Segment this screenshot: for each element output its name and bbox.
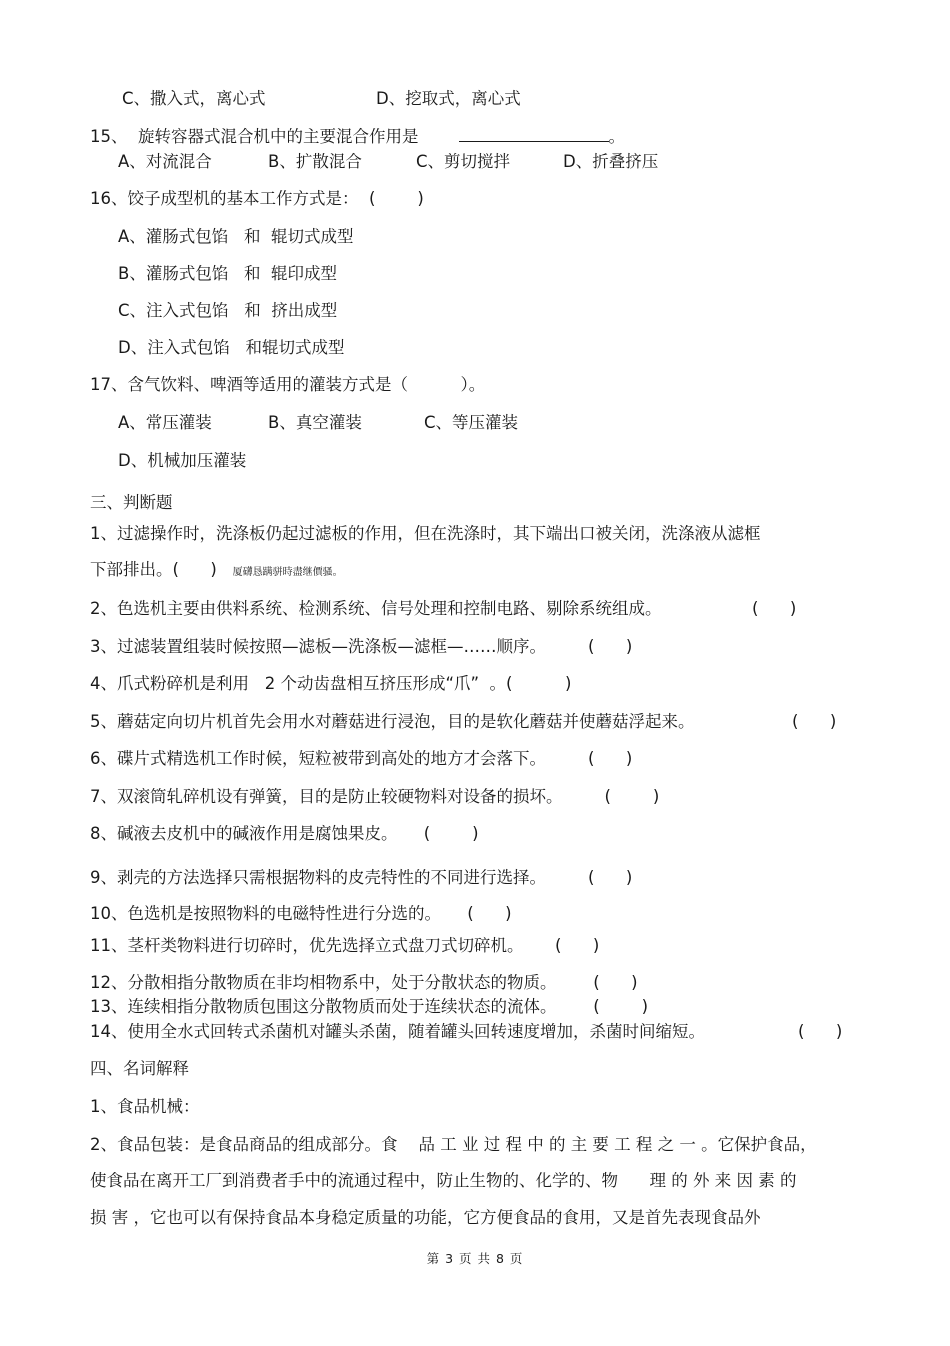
q16-stem: 16、饺子成型机的基本工作方式是： ( ) <box>90 189 424 208</box>
q16-option-c: C、注入式包馅 和 挤出成型 <box>118 301 338 320</box>
s3-q13: 13、连续相指分散物质包围这分散物质而处于连续状态的流体。 ( ) <box>90 997 649 1016</box>
s3-q8: 8、碱液去皮机中的碱液作用是腐蚀果皮。 ( ) <box>90 824 479 843</box>
s4-term2-line3: 损 害 ，它也可以有保持食品本身稳定质量的功能，它方便食品的食用，又是首先表现食品外 <box>90 1208 761 1227</box>
q14-option-d: D、挖取式，离心式 <box>376 89 521 108</box>
s3-q5: 5、蘑菇定向切片机首先会用水对蘑菇进行浸泡，目的是软化蘑菇并使蘑菇浮起来。 <box>90 712 695 731</box>
s3-q12: 12、分散相指分散物质在非均相物系中，处于分散状态的物质。 ( ) <box>90 973 638 992</box>
s3-q1-line2 <box>90 559 343 584</box>
s3-q3: 3、过滤装置组装时候按照—滤板—洗涤板—滤框—……顺序。 ( ) <box>90 637 633 656</box>
q15-option-a: A、对流混合 <box>118 152 212 171</box>
q15-answer-blank <box>459 127 609 142</box>
s3-q1-note: 厦礴恳蹒骈時盡继價骚。 <box>232 567 343 578</box>
s3-q14: 14、使用全水式回转式杀菌机对罐头杀菌，随着罐头回转速度增加，杀菌时间缩短。 <box>90 1022 705 1041</box>
q17-stem: 17、含气饮料、啤酒等适用的灌装方式是（ ）。 <box>90 375 486 394</box>
q15-stem <box>90 126 625 148</box>
q16-option-b: B、灌肠式包馅 和 辊印成型 <box>118 264 338 283</box>
q15-stem-text: 15、 旋转容器式混合机中的主要混合作用是 <box>90 127 419 146</box>
s3-q10: 10、色选机是按照物料的电磁特性进行分选的。 ( ) <box>90 904 512 923</box>
q16-option-d: D、注入式包馅 和辊切式成型 <box>118 338 345 357</box>
s3-q4: 4、爪式粉碎机是利用 2 个动齿盘相互挤压形成“爪” 。( ) <box>90 674 572 693</box>
s3-q2-mark: ( ) <box>752 599 797 618</box>
q15-option-d: D、折叠挤压 <box>563 152 659 171</box>
s3-q7: 7、双滚筒轧碎机设有弹簧，目的是防止较硬物料对设备的损坏。 ( ) <box>90 787 660 806</box>
q15-option-b: B、扩散混合 <box>268 152 362 171</box>
q17-option-a: A、常压灌装 <box>118 413 212 432</box>
section4-title: 四、名词解释 <box>90 1059 189 1078</box>
s3-q2: 2、色选机主要由供料系统、检测系统、信号处理和控制电路、剔除系统组成。 <box>90 599 662 618</box>
q15-option-c: C、剪切搅拌 <box>416 152 511 171</box>
s3-q11: 11、茎杆类物料进行切碎时，优先选择立式盘刀式切碎机。 ( ) <box>90 936 600 955</box>
q15-end: 。 <box>608 127 625 146</box>
s3-q1-line2-text: 下部排出。( ) <box>90 560 217 579</box>
s4-term2-line1: 2、食品包装：是食品商品的组成部分。食 品 工 业 过 程 中 的 主 要 工 程 之 一 。它保护食品， <box>90 1135 817 1154</box>
s3-q5-mark: ( ) <box>792 712 837 731</box>
s4-term2-line2: 使食品在离开工厂到消费者手中的流通过程中，防止生物的、化学的、物 理 的 外 来 因 素 的 <box>90 1171 797 1190</box>
q16-option-a: A、灌肠式包馅 和 辊切式成型 <box>118 227 354 246</box>
s3-q9: 9、剥壳的方法选择只需根据物料的皮壳特性的不同进行选择。 ( ) <box>90 868 633 887</box>
page-footer: 第 3 页 共 8 页 <box>426 1251 524 1266</box>
s3-q6: 6、碟片式精选机工作时候，短粒被带到高处的地方才会落下。 ( ) <box>90 749 633 768</box>
s3-q14-mark: ( ) <box>798 1022 843 1041</box>
q14-option-c: C、撒入式，离心式 <box>122 89 266 108</box>
q17-option-d: D、机械加压灌装 <box>118 451 247 470</box>
q17-option-c: C、等压灌装 <box>424 413 519 432</box>
section3-title: 三、判断题 <box>90 493 173 512</box>
q17-option-b: B、真空灌装 <box>268 413 362 432</box>
s4-term1: 1、食品机械： <box>90 1097 200 1116</box>
s3-q1-line1: 1、过滤操作时，洗涤板仍起过滤板的作用，但在洗涤时，其下端出口被关闭，洗涤液从滤框 <box>90 524 761 543</box>
